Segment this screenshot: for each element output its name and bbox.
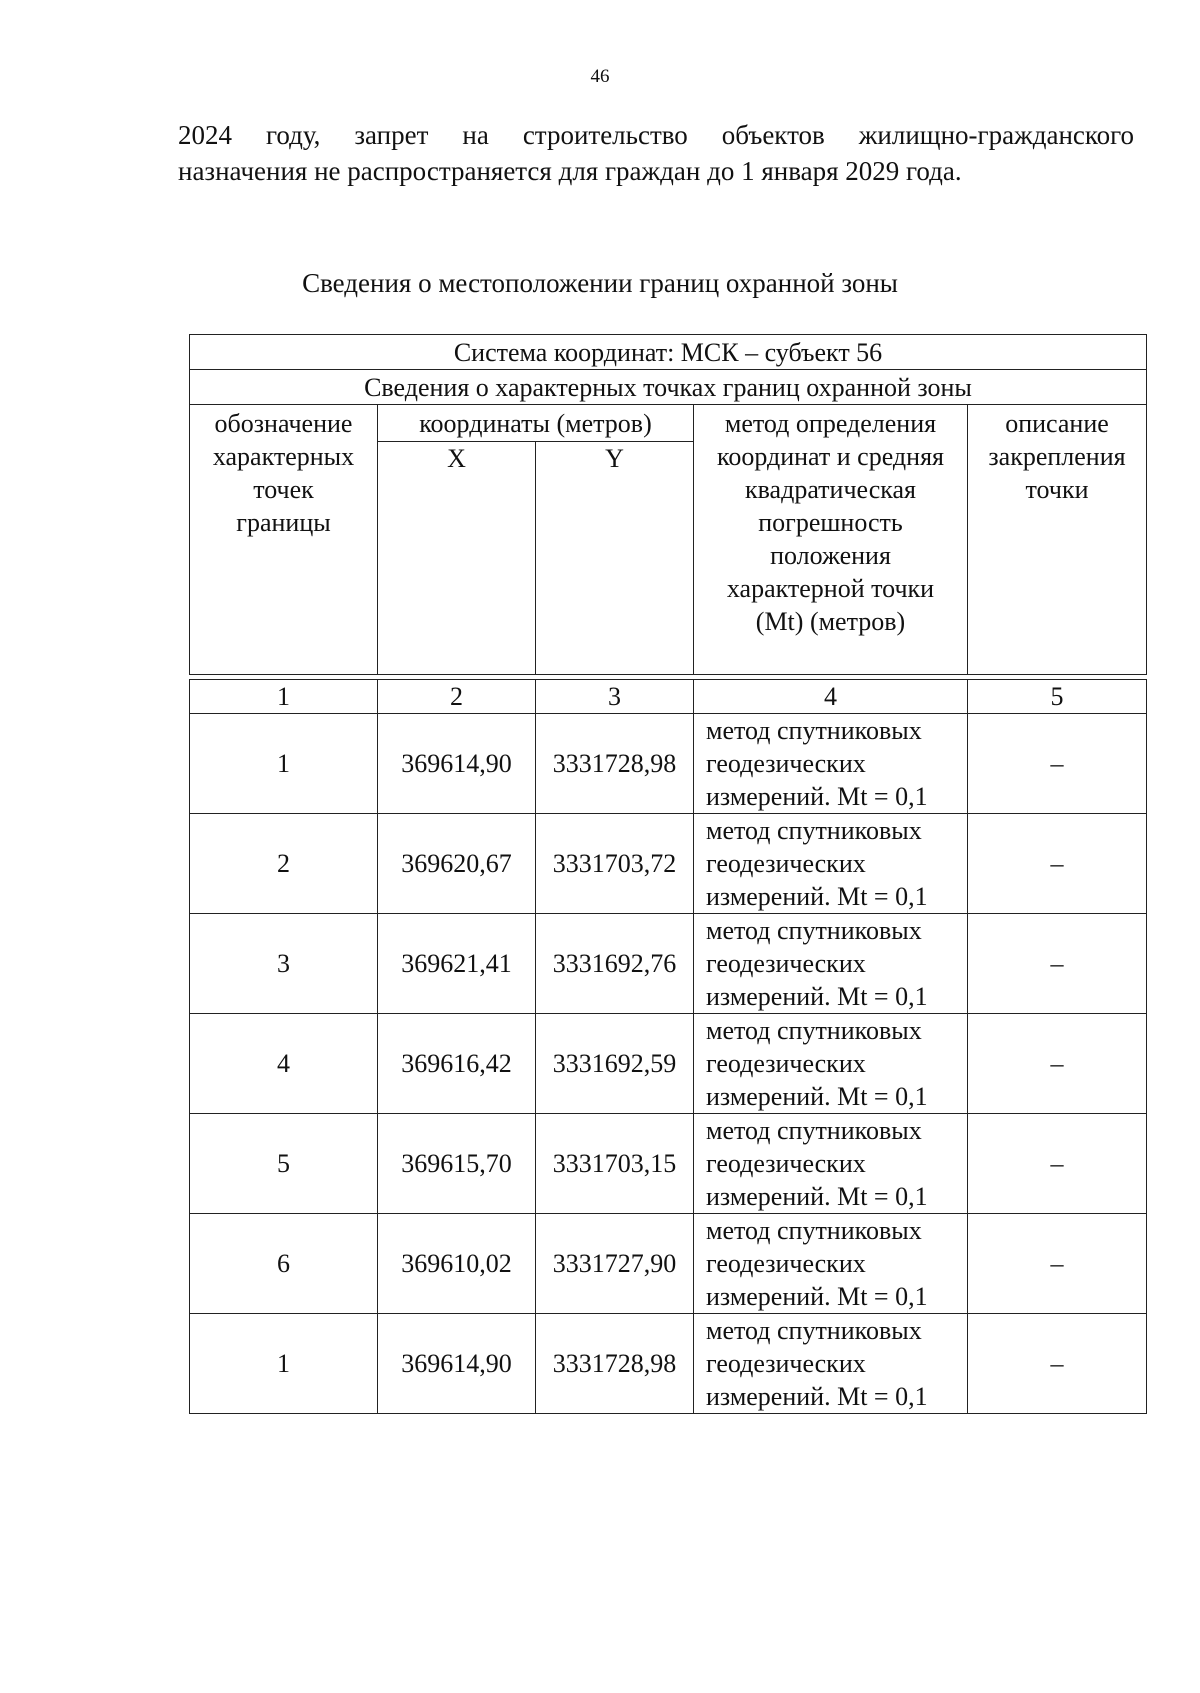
method-line: измерений. Mt = 0,1 [706,982,928,1011]
paragraph-word: строительство [522,120,688,150]
header-line: обозначение [214,409,353,438]
header-point-designation [190,405,378,675]
x-coordinate-cell: 369614,90 [378,714,536,814]
header-line: характерной точки [726,574,935,603]
method-cell [694,1314,968,1414]
method-line: геодезических [706,1049,866,1078]
x-coordinate-cell: 369621,41 [378,914,536,1014]
paragraph-word: жилищно-гражданского [858,120,1135,150]
coordinate-system-title: Система координат: МСК – субъект 56 [190,335,1147,370]
method-line: метод спутниковых [706,1016,922,1045]
point-number-cell: 2 [190,814,378,914]
method-line: метод спутниковых [706,816,922,845]
method-line: метод спутниковых [706,716,922,745]
column-number: 2 [378,680,536,714]
fixing-description-cell: – [968,914,1147,1014]
method-line: метод спутниковых [706,1116,922,1145]
paragraph-word: запрет [354,120,429,150]
method-line: геодезических [706,1149,866,1178]
header-x: X [378,442,536,675]
y-coordinate-cell: 3331692,76 [536,914,694,1014]
header-line: закрепления [988,442,1126,471]
header-line: характерных [212,442,355,471]
method-line: геодезических [706,1349,866,1378]
point-number-cell: 1 [190,714,378,814]
paragraph-word: на [462,120,489,150]
table-row [190,1214,1147,1314]
x-coordinate-cell: 369610,02 [378,1214,536,1314]
table-row [190,1014,1147,1114]
x-coordinate-cell: 369614,90 [378,1314,536,1414]
page-number: 46 [590,66,610,87]
header-line: описание [1005,409,1109,438]
method-cell [694,814,968,914]
section-heading: Сведения о местоположении границ охранной зоны [302,268,898,298]
method-cell [694,1114,968,1214]
boundary-points-table [189,334,1147,1414]
y-coordinate-cell: 3331728,98 [536,1314,694,1414]
paragraph-line-1 [178,117,1134,153]
fixing-description-cell: – [968,1314,1147,1414]
y-coordinate-cell: 3331728,98 [536,714,694,814]
method-line: измерений. Mt = 0,1 [706,1282,928,1311]
header-line: положения [770,541,891,570]
column-number: 4 [694,680,968,714]
table-row [190,914,1147,1014]
x-coordinate-cell: 369620,67 [378,814,536,914]
method-cell [694,1214,968,1314]
fixing-description-cell: – [968,1014,1147,1114]
point-number-cell: 3 [190,914,378,1014]
method-cell [694,1014,968,1114]
y-coordinate-cell: 3331703,72 [536,814,694,914]
header-line: (Mt) (метров) [755,607,906,636]
paragraph-word: объектов [721,120,825,150]
method-line: измерений. Mt = 0,1 [706,782,928,811]
paragraph-word: году, [265,120,321,150]
point-number-cell: 4 [190,1014,378,1114]
method-cell [694,714,968,814]
method-line: измерений. Mt = 0,1 [706,882,928,911]
point-number-cell: 1 [190,1314,378,1414]
method-line: геодезических [706,849,866,878]
method-line: геодезических [706,749,866,778]
method-line: измерений. Mt = 0,1 [706,1082,928,1111]
column-number: 5 [968,680,1147,714]
header-y: Y [536,442,694,675]
method-line: метод спутниковых [706,1216,922,1245]
column-number: 3 [536,680,694,714]
x-coordinate-cell: 369616,42 [378,1014,536,1114]
y-coordinate-cell: 3331727,90 [536,1214,694,1314]
header-coordinates: координаты (метров) [378,405,694,442]
method-line: геодезических [706,949,866,978]
table-row [190,1114,1147,1214]
fixing-description-cell: – [968,1114,1147,1214]
header-line: погрешность [758,508,903,537]
header-line: квадратическая [744,475,917,504]
table-row [190,714,1147,814]
point-number-cell: 5 [190,1114,378,1214]
fixing-description-cell: – [968,814,1147,914]
column-number: 1 [190,680,378,714]
paragraph-word: 2024 [178,120,232,150]
fixing-description-cell: – [968,1214,1147,1314]
point-number-cell: 6 [190,1214,378,1314]
header-line: координат и средняя [717,442,944,471]
header-fixing-description [968,405,1147,675]
x-coordinate-cell: 369615,70 [378,1114,536,1214]
column-numbers-row [190,680,1147,714]
table-row [190,814,1147,914]
method-line: геодезических [706,1249,866,1278]
method-line: измерений. Mt = 0,1 [706,1382,928,1411]
header-method [694,405,968,675]
header-line: точек [253,475,314,504]
paragraph-line-2: назначения не распространяется для граждан до 1 января 2029 года. [178,156,962,186]
y-coordinate-cell: 3331692,59 [536,1014,694,1114]
table-body [190,714,1147,1414]
header-line: метод определения [724,409,937,438]
body-paragraph [178,117,1134,189]
table-row [190,1314,1147,1414]
method-line: измерений. Mt = 0,1 [706,1182,928,1211]
header-line: точки [1025,475,1089,504]
table-subtitle: Сведения о характерных точках границ охранной зоны [190,370,1147,405]
method-line: метод спутниковых [706,916,922,945]
fixing-description-cell: – [968,714,1147,814]
method-cell [694,914,968,1014]
method-line: метод спутниковых [706,1316,922,1345]
header-line: границы [236,508,331,537]
y-coordinate-cell: 3331703,15 [536,1114,694,1214]
